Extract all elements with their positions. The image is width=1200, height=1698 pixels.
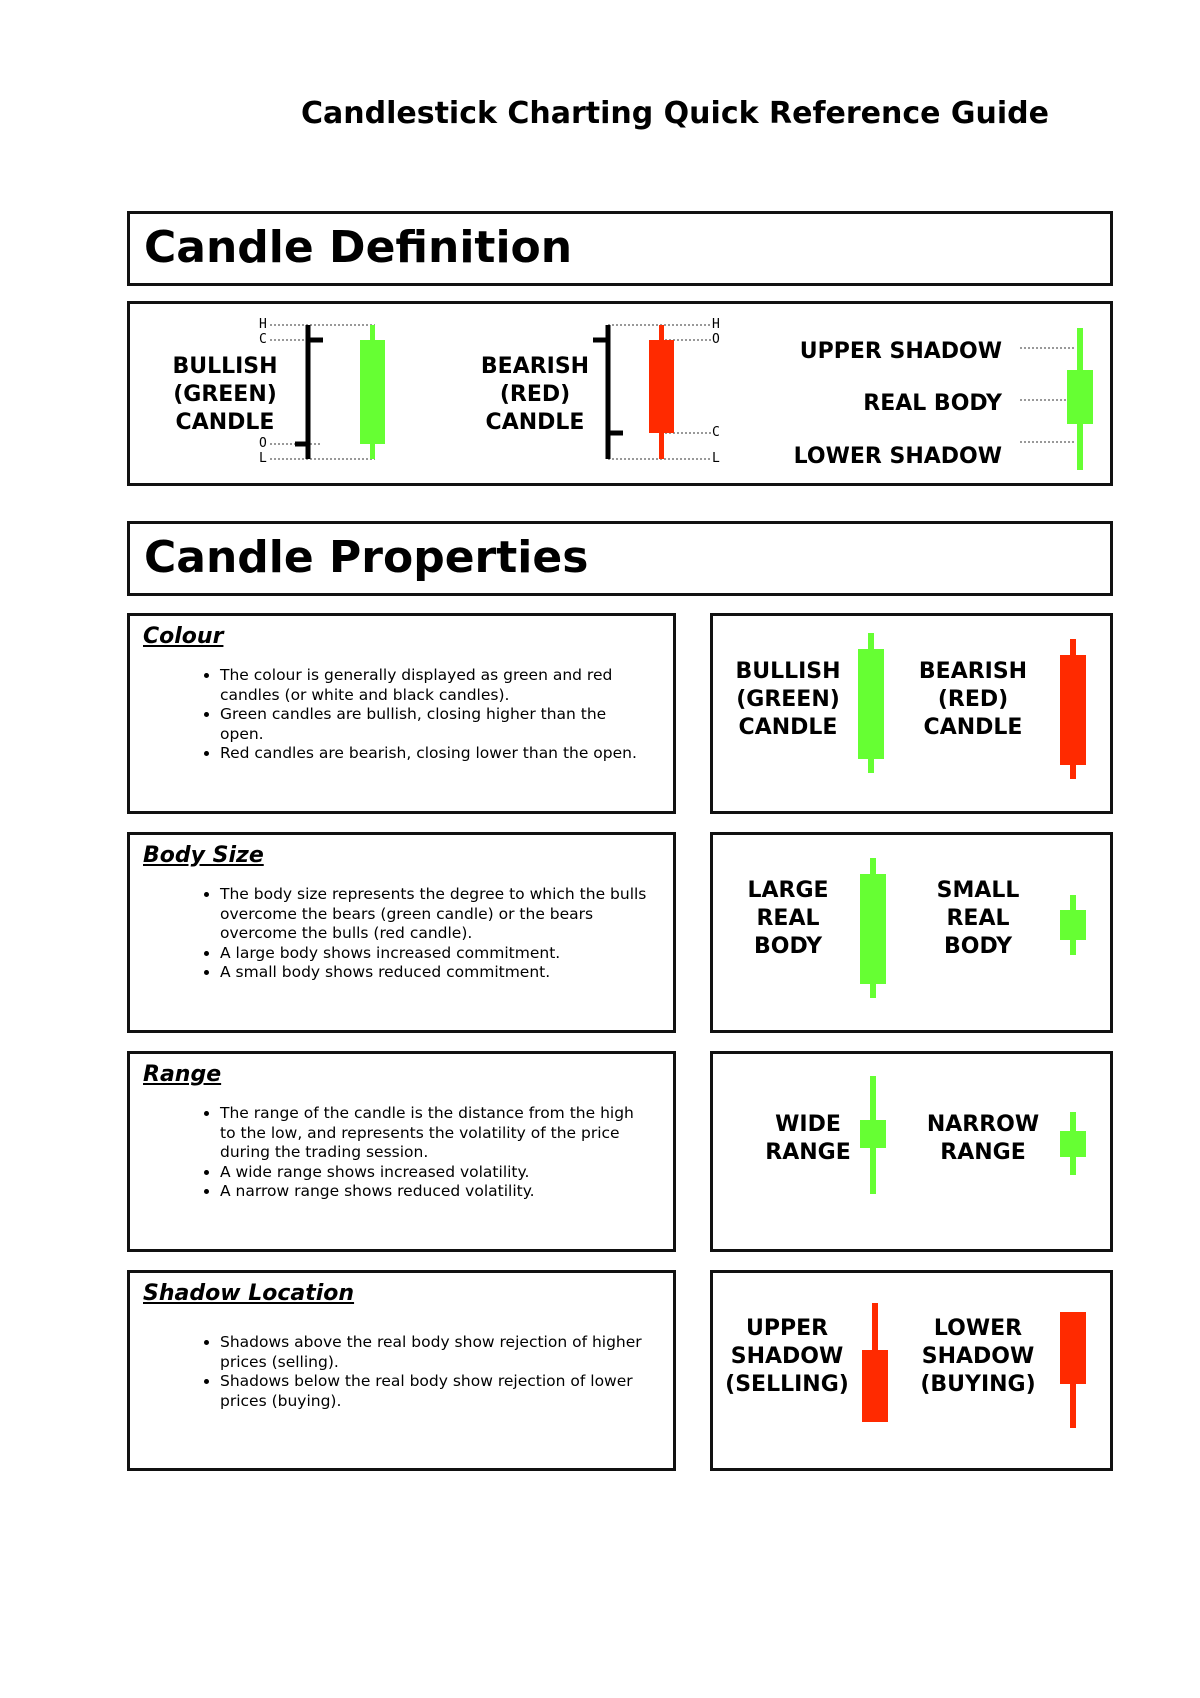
small-body-body <box>1060 910 1086 940</box>
def-bear-h-mark: H <box>712 317 720 332</box>
def-upper-shadow-label: UPPER SHADOW <box>799 339 1002 364</box>
colour-green-body <box>858 649 884 759</box>
def-bearish-label: BEARISH (RED) CANDLE <box>480 354 590 435</box>
large-body-body <box>860 874 886 984</box>
def-bear-l-mark: L <box>712 451 720 466</box>
page-title <box>0 96 1200 131</box>
range-title: Range <box>143 1062 222 1087</box>
range-diagram-box <box>710 1051 1113 1252</box>
body-size-text-box <box>127 832 676 1033</box>
list-item: • Red candles are bearish, closing lower than the open. <box>220 744 650 764</box>
shadow-right-label: LOWER SHADOW (BUYING) <box>920 1316 1036 1397</box>
def-bear-o-mark: O <box>712 332 720 347</box>
def-bull-l-mark: L <box>259 451 267 466</box>
body-size-diagram-box <box>710 832 1113 1033</box>
list-item: • Green candles are bullish, closing higher than the open. <box>220 705 650 744</box>
colour-bullet-list <box>170 666 650 764</box>
colour-diagram-box <box>710 613 1113 814</box>
def-bear-c-mark: C <box>712 425 720 440</box>
def-anatomy-guides <box>1020 348 1075 442</box>
narrow-range-body <box>1060 1131 1086 1157</box>
def-bullish-label: BULLISH (GREEN) CANDLE <box>172 354 278 435</box>
def-real-body-label: REAL BODY <box>863 391 1002 416</box>
shadow-location-bullet-list <box>170 1333 650 1411</box>
list-item: • Shadows above the real body show rejection of higher prices (selling). <box>220 1333 650 1372</box>
def-anatomy-body <box>1067 370 1093 424</box>
range-candles <box>713 1054 1113 1254</box>
colour-candles <box>713 616 1113 816</box>
body-size-bullet-list <box>170 885 650 983</box>
body-size-title: Body Size <box>143 843 264 868</box>
def-bull-c-mark: C <box>259 332 267 347</box>
shadow-location-title: Shadow Location <box>143 1281 355 1306</box>
list-item: • A wide range shows increased volatility. <box>220 1163 650 1183</box>
list-item: • The range of the candle is the distance from the high to the low, and represents the volatility of the price during the trading session. <box>220 1104 650 1163</box>
list-item: • The body size represents the degree to which the bulls overcome the bears (green candle) or the bears overcome the bulls (red candle). <box>220 885 650 944</box>
body-size-candles <box>713 835 1113 1035</box>
range-left-label: WIDE RANGE <box>765 1112 851 1165</box>
shadow-location-text-box <box>127 1270 676 1471</box>
range-text-box <box>127 1051 676 1252</box>
def-lower-shadow-label: LOWER SHADOW <box>793 444 1002 469</box>
list-item: • A large body shows increased commitment. <box>220 944 650 964</box>
range-right-label: NARROW RANGE <box>926 1112 1040 1165</box>
page-title-text: Candlestick Charting Quick Reference Guide <box>300 96 1050 131</box>
lower-shadow-body <box>1060 1312 1086 1384</box>
list-item: • The colour is generally displayed as green and red candles (or white and black candles). <box>220 666 650 705</box>
definition-heading-box <box>127 211 1113 286</box>
def-bull-o-mark: O <box>259 436 267 451</box>
wide-range-body <box>860 1120 886 1148</box>
shadow-left-label: UPPER SHADOW (SELLING) <box>725 1316 849 1397</box>
def-bull-h-mark: H <box>259 317 267 332</box>
upper-shadow-body <box>862 1350 888 1422</box>
colour-left-label: BULLISH (GREEN) CANDLE <box>735 659 841 740</box>
body-size-right-label: SMALL REAL BODY <box>936 878 1020 959</box>
list-item: • A narrow range shows reduced volatility. <box>220 1182 650 1202</box>
list-item: • Shadows below the real body show rejection of lower prices (buying). <box>220 1372 650 1411</box>
range-bullet-list <box>170 1104 650 1202</box>
colour-title: Colour <box>143 624 224 649</box>
body-size-left-label: LARGE REAL BODY <box>747 878 829 959</box>
def-anatomy-diagram <box>130 304 1116 484</box>
colour-right-label: BEARISH (RED) CANDLE <box>918 659 1028 740</box>
properties-heading: Candle Properties <box>144 532 589 583</box>
shadow-location-diagram-box <box>710 1270 1113 1471</box>
definition-diagram-box <box>127 301 1113 486</box>
properties-heading-box <box>127 521 1113 596</box>
list-item: • A small body shows reduced commitment. <box>220 963 650 983</box>
definition-heading: Candle Definition <box>144 222 573 273</box>
colour-red-body <box>1060 655 1086 765</box>
colour-text-box <box>127 613 676 814</box>
shadow-candles <box>713 1273 1113 1473</box>
